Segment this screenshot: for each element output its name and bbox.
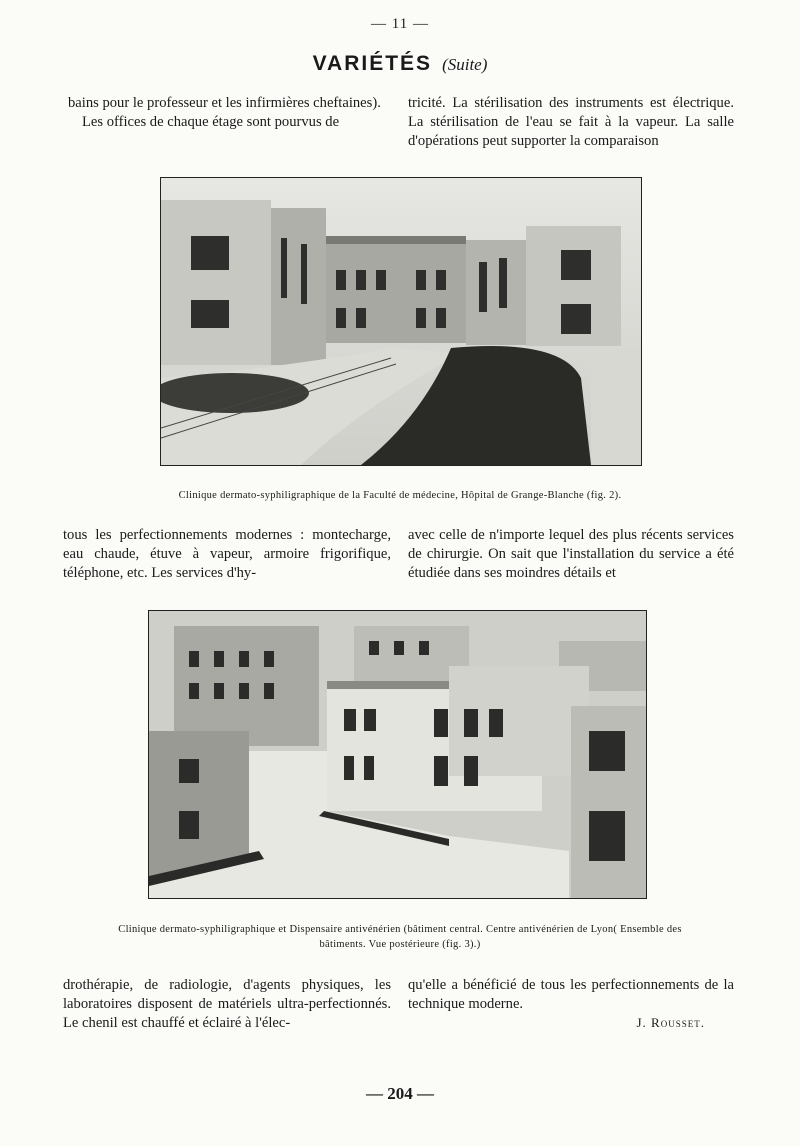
page-footer-number: — 204 — xyxy=(366,1084,434,1103)
paragraph: tous les perfectionnements modernes : montecharge, eau chaude, étuve à vapeur, armoire frigorifique, téléphone, etc. Les services d'hy- xyxy=(63,527,391,581)
figure2-caption: Clinique dermato-syphiligraphique et Dispensaire antivénérien (bâtiment central. Centre antivénérien de Lyon( Ensemble des bâtiments. Vue postérieure (fig. 3).) xyxy=(118,924,682,950)
page-header-number: — 11 — xyxy=(371,16,429,32)
figure1-caption: Clinique dermato-syphiligraphique de la Faculté de médecine, Hôpital de Grange-Blanche (fig. 2). xyxy=(178,490,622,501)
paragraph: qu'elle a bénéficié de tous les perfectionnements de la technique moderne. xyxy=(408,977,734,1012)
section2-left-column xyxy=(63,526,391,583)
paragraph: Les offices de chaque étage sont pourvus de xyxy=(82,114,340,130)
paragraph: avec celle de n'importe lequel des plus récents services de chirurgie. On sait que l'installation du service a été étudiée dans ses moindres détails et xyxy=(408,527,734,581)
section1-left-column xyxy=(68,94,392,132)
paragraph: drothérapie, de radiologie, d'agents physiques, les laboratoires disposent de matériels ultra-perfectionnés. Le chenil est chauffé et éclairé à l'élec- xyxy=(63,977,391,1031)
clinic-photo-illustration xyxy=(161,178,641,465)
paragraph: tricité. La stérilisation des instruments est électrique. La stérilisation de l'eau se fait à la vapeur. La salle d'opérations peut supporter la comparaison xyxy=(408,95,734,149)
author-signature: J. Rousset. xyxy=(636,1015,705,1030)
figure-photo-buildings-rear xyxy=(148,610,647,899)
buildings-photo-illustration xyxy=(149,611,646,898)
section1-right-column xyxy=(408,94,734,151)
section3-left-column xyxy=(63,976,391,1033)
paragraph: bains pour le professeur et les infirmières cheftaines). xyxy=(68,95,381,111)
title-text: VARIÉTÉS xyxy=(312,52,433,75)
title-suffix: (Suite) xyxy=(442,55,488,74)
section3-right-column xyxy=(408,976,734,1014)
figure-photo-clinic-facade xyxy=(160,177,642,466)
section2-right-column xyxy=(408,526,734,583)
page-title xyxy=(0,52,800,76)
